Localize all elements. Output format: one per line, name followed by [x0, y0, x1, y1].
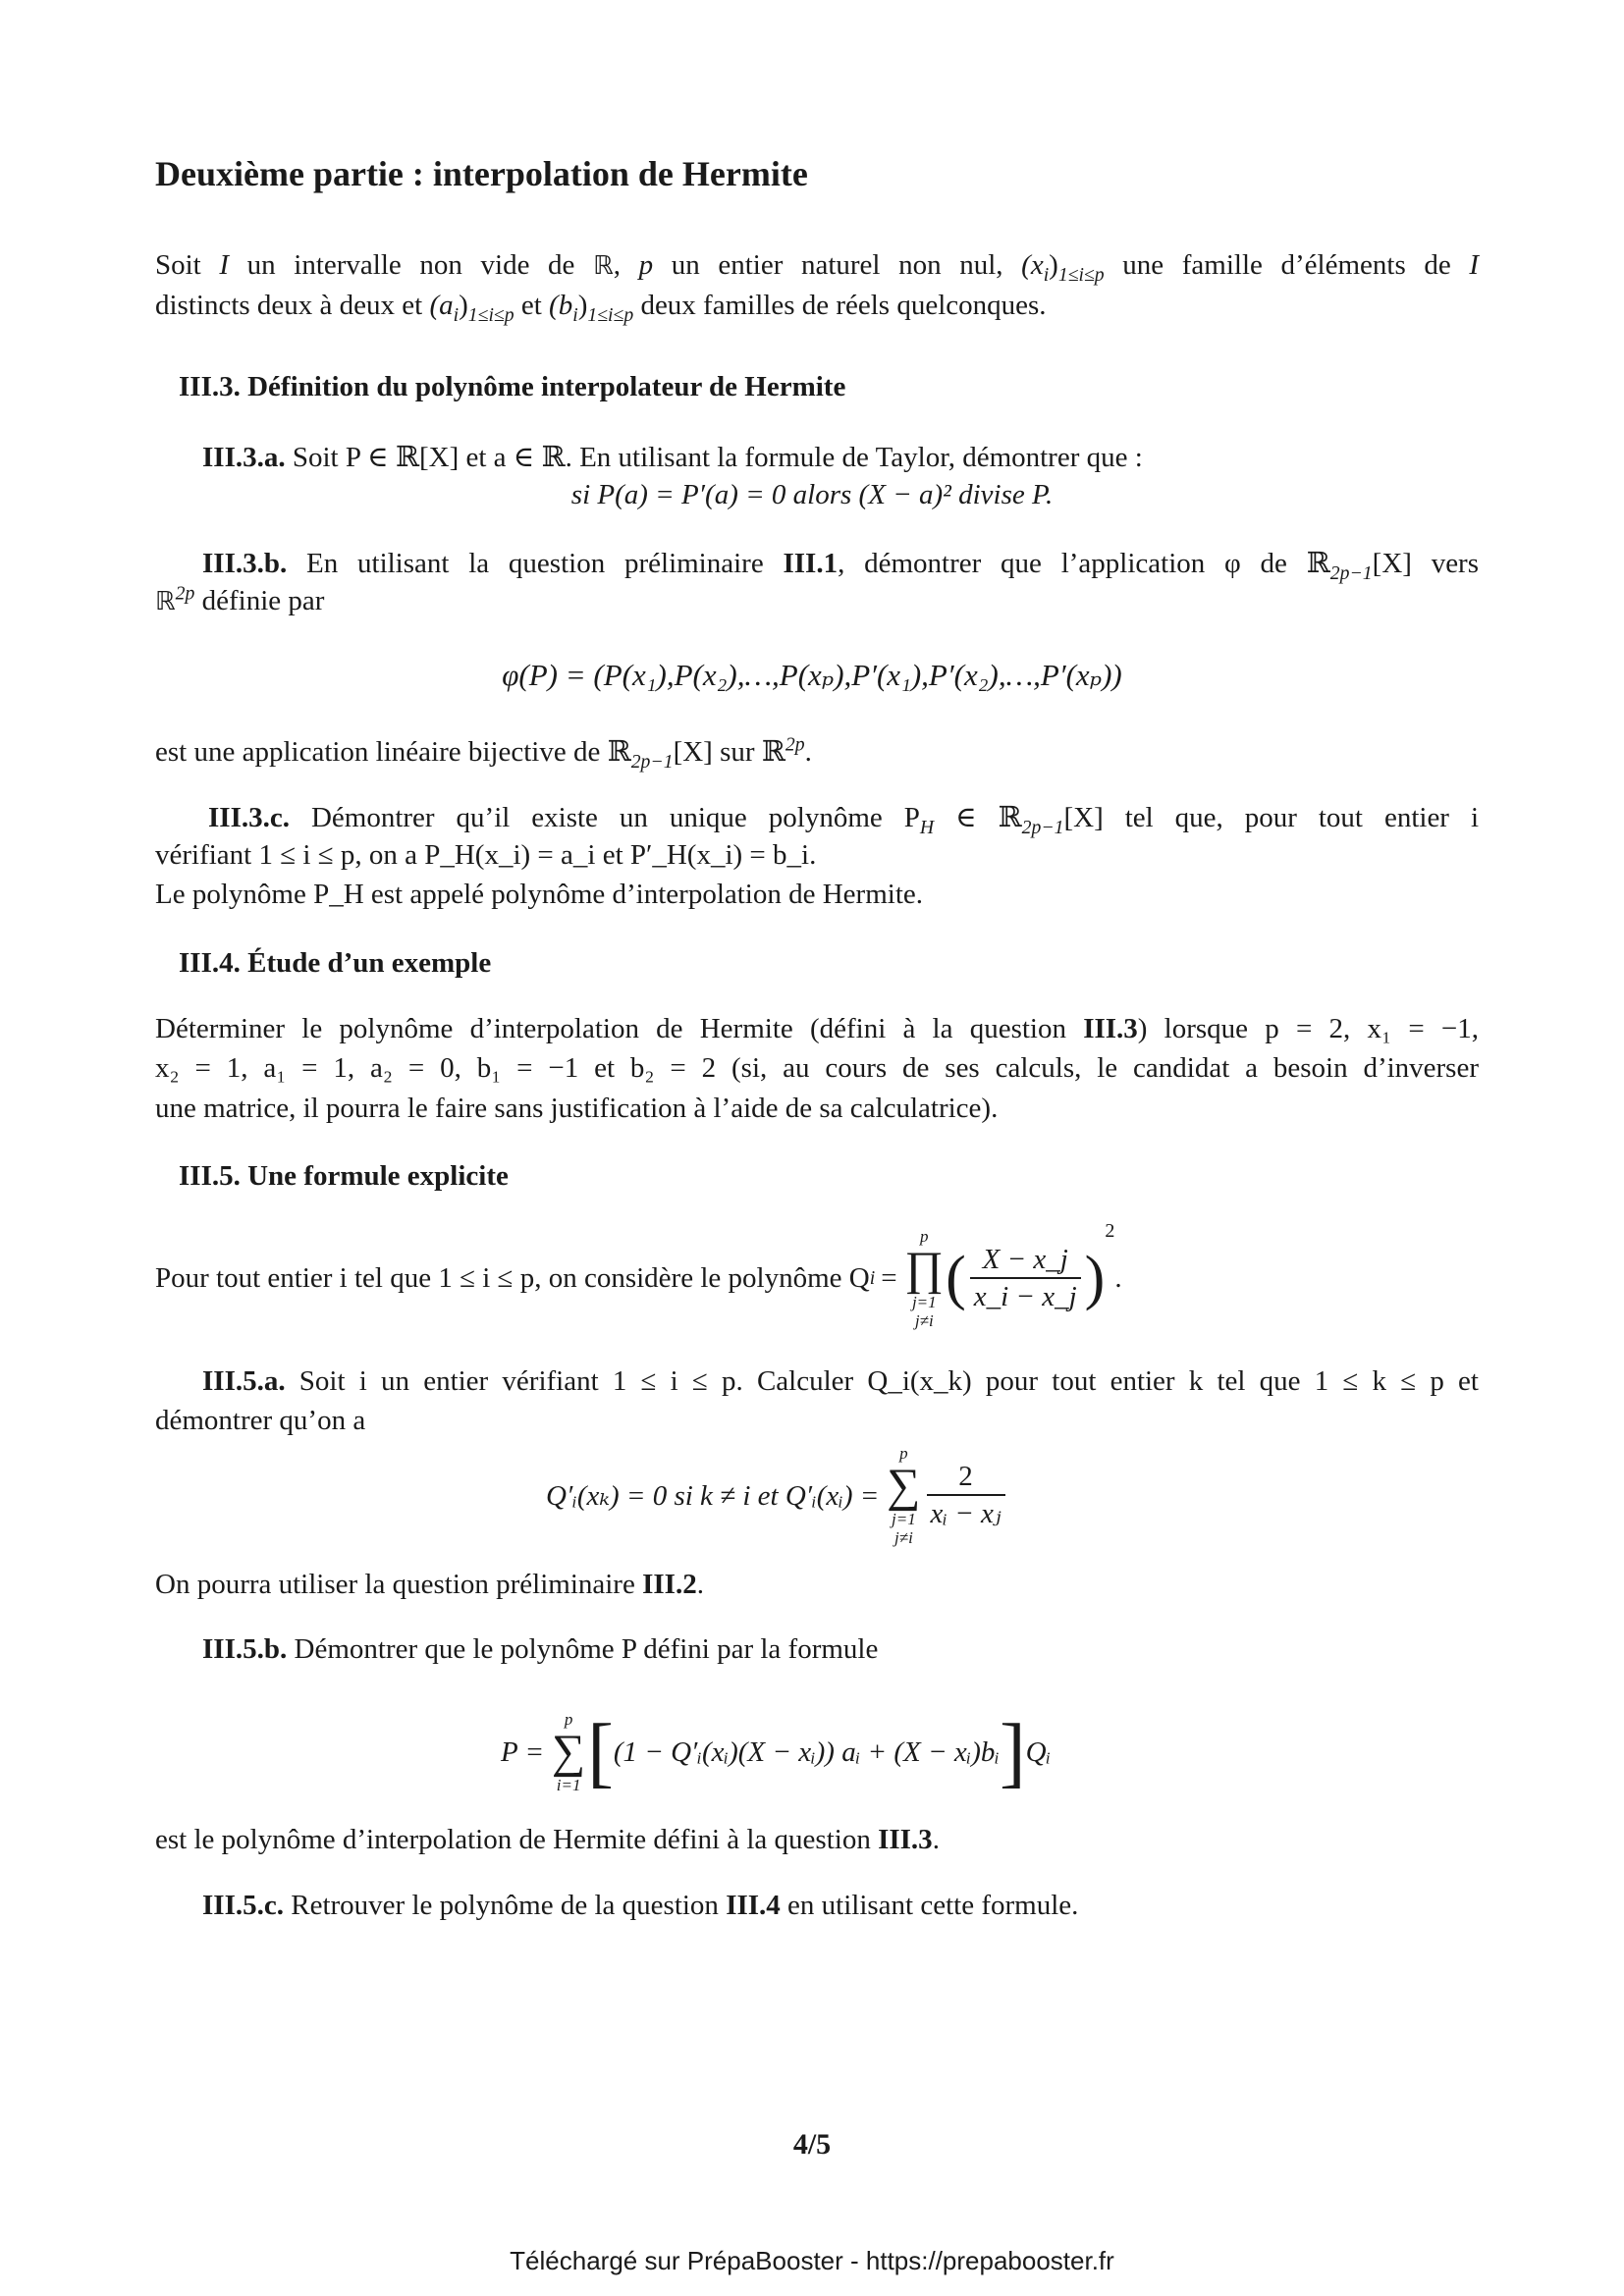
math-sub: 2p−1 [630, 750, 674, 773]
sum-symbol: ∑ [552, 1726, 586, 1778]
question-text: Soit i un entier vérifiant 1 ≤ i ≤ p. Calculer Q_i(x_k) pour tout entier k tel que 1 ≤ k ≤ p et [285, 1365, 1479, 1397]
formula-III-3-a [0, 479, 1624, 511]
question-III-3-c [208, 800, 1479, 838]
fraction-denominator: xᵢ − xⱼ [930, 1498, 1001, 1529]
reals-symbol: ℝ [155, 587, 176, 616]
text: Retrouver le polynôme de la question [283, 1890, 727, 1921]
question-text: Démontrer que le polynôme P défini par la formule [287, 1633, 879, 1665]
right-bracket: ] [1000, 1708, 1026, 1795]
question-label: III.3.a. [202, 442, 286, 473]
math-paren: ) [577, 290, 588, 321]
text: . [696, 1569, 704, 1600]
section-heading-III-4: III.4. Étude d’un exemple [179, 947, 492, 979]
III-4-line-1 [155, 1013, 1479, 1045]
math-I: I [219, 249, 230, 281]
text: distincts deux à deux et [155, 290, 430, 321]
math-sup: 2p [175, 582, 195, 605]
question-label: III.5.a. [202, 1365, 286, 1397]
question-III-5-c [202, 1890, 1078, 1922]
math-range: 1≤i≤p [467, 303, 514, 326]
text: Déterminer le polynôme d’interpolation de Hermite (défini à la question [155, 1013, 1084, 1044]
product-upper: p [920, 1226, 929, 1246]
left-paren: ( [946, 1244, 966, 1311]
section-heading-III-3: III.3. Définition du polynôme interpolateur de Hermite [179, 371, 846, 402]
question-ref: III.2 [642, 1569, 697, 1600]
fraction [970, 1242, 1081, 1314]
question-label: III.5.b. [202, 1633, 288, 1665]
math-body: (1 − Q′ᵢ(xᵢ)(X − xᵢ)) aᵢ + (X − xᵢ)bᵢ [613, 1735, 1001, 1768]
text: [X] vers [1372, 548, 1480, 579]
product-symbol: ∏ [904, 1242, 945, 1295]
math-sup: 2p [785, 733, 805, 756]
math-sub: i [572, 303, 578, 326]
question-III-5-b [202, 1633, 878, 1666]
math-formula: si P(a) = P′(a) = 0 alors (X − a)² divise P. [570, 479, 1054, 510]
product-lower-cond: j≠i [914, 1310, 934, 1330]
math-tail: Qᵢ [1025, 1735, 1052, 1768]
sum-lower: j=1 [892, 1509, 916, 1528]
sum-upper: p [899, 1443, 908, 1463]
question-ref: III.1 [783, 548, 839, 579]
page-number: 4/5 [792, 2128, 832, 2161]
text: [X] tel que, pour tout entier i [1063, 802, 1479, 833]
text: un intervalle non vide de [229, 249, 594, 281]
text: , [613, 249, 639, 281]
III-5-a-note [155, 1569, 704, 1601]
fraction-numerator: 2 [927, 1459, 1005, 1496]
fraction-denominator: x_i − x_j [973, 1281, 1077, 1312]
sum-lower-cond: j≠i [894, 1527, 913, 1547]
math-paren: ) [459, 290, 468, 321]
math-p: p [638, 249, 654, 281]
left-bracket: [ [587, 1708, 614, 1795]
text: deux familles de réels quelconques. [633, 290, 1047, 321]
question-III-5-a-line2: démontrer qu’on a [155, 1405, 366, 1436]
text: ∈ ℝ [934, 802, 1022, 833]
math-family-x: (x [1021, 249, 1044, 281]
sum-upper: p [564, 1710, 573, 1729]
question-III-3-a [202, 440, 1143, 474]
text: Soit [155, 249, 220, 281]
product-lower: j=1 [911, 1292, 937, 1311]
text: définie par [194, 585, 325, 616]
question-label: III.3.b. [202, 548, 288, 579]
text: On pourra utiliser la question préliminaire [155, 1569, 643, 1600]
question-III-5-a [202, 1365, 1479, 1398]
math-sub: i [453, 303, 460, 326]
sum-symbol: ∑ [887, 1459, 921, 1512]
math-family-b: (b [549, 290, 573, 321]
III-4-line-2: x₂ = 1, a₁ = 1, a₂ = 0, b₁ = −1 et b₂ = 2 (si, au cours de ses calculs, le candidat a besoin d’inverser [155, 1052, 1479, 1084]
sum-operator [552, 1710, 585, 1794]
question-ref: III.3 [1083, 1013, 1138, 1044]
question-III-3-b-line2 [155, 582, 325, 617]
question-III-3-b [202, 546, 1480, 584]
equals: = [881, 1261, 897, 1294]
intro-line-1 [155, 249, 1480, 286]
math-range: 1≤i≤p [1057, 263, 1105, 286]
math-range: 1≤i≤p [587, 303, 634, 326]
text: Démontrer qu’il existe un unique polynôme P [289, 802, 920, 833]
math-sub: i [869, 1267, 876, 1289]
question-ref: III.3 [878, 1824, 933, 1855]
sum-lower: i=1 [556, 1776, 581, 1794]
Q-definition: Pour tout entier i tel que 1 ≤ i ≤ p, on considère le polynôme Q i = p ∏ j=1 j≠i ( $\frac{X - x\_j}{x\_i - x\_j}$ ) 2 . [155, 1220, 1122, 1330]
conclusion-III-3-b [155, 733, 812, 773]
question-text: Soit P ∈ ℝ[X] et a ∈ ℝ. En utilisant la formule de Taylor, démontrer que : [285, 442, 1143, 473]
math-family-a: (a [429, 290, 454, 321]
math-formula: φ(P) = (P(x₁),P(x₂),…,P(xₚ),P′(x₁),P′(x₂),…,P′(xₚ)) [502, 658, 1122, 692]
text: ) lorsque p = 2, x₁ = −1, [1137, 1013, 1479, 1044]
page-title: Deuxième partie : interpolation de Hermite [155, 154, 808, 193]
intro-line-2 [155, 290, 1047, 326]
question-III-3-c-line2: vérifiant 1 ≤ i ≤ p, on a P_H(x_i) = a_i et P′_H(x_i) = b_i. [155, 839, 817, 871]
product-operator [905, 1227, 945, 1330]
text: est une application linéaire bijective de ℝ [155, 736, 631, 768]
question-ref: III.4 [726, 1890, 781, 1921]
text: un entier naturel non nul, [653, 249, 1022, 281]
conclusion-III-5-b [155, 1824, 940, 1856]
text: [X] sur ℝ [673, 736, 785, 768]
question-label: III.5.c. [202, 1890, 284, 1921]
text: . [932, 1824, 940, 1855]
math-sub: H [919, 816, 935, 838]
formula-Q-prime [546, 1441, 1009, 1549]
math-I: I [1469, 249, 1480, 281]
right-paren: ) [1084, 1244, 1106, 1311]
text: En utilisant la question préliminaire [287, 548, 784, 579]
sum-operator [887, 1444, 920, 1547]
text: une famille d’éléments de [1104, 249, 1470, 281]
text: Pour tout entier i tel que 1 ≤ i ≤ p, on considère le polynôme Q [155, 1261, 870, 1294]
math-formula: Q′ᵢ(xₖ) = 0 si k ≠ i et Q′ᵢ(xᵢ) = [546, 1479, 880, 1512]
math-sub: 2p−1 [1329, 561, 1373, 584]
section-heading-III-5: III.5. Une formule explicite [179, 1160, 509, 1192]
period: . [1114, 1261, 1122, 1294]
reals-symbol: ℝ [593, 251, 614, 281]
III-4-line-3: une matrice, il pourra le faire sans justification à l’aide de sa calculatrice). [155, 1093, 999, 1124]
fraction [927, 1459, 1005, 1531]
formula-P [501, 1698, 1051, 1806]
question-label: III.3.c. [208, 802, 290, 833]
question-III-3-c-line3: Le polynôme P_H est appelé polynôme d’interpolation de Hermite. [155, 879, 923, 910]
math-lhs: P = [501, 1735, 545, 1768]
download-footer: Téléchargé sur PrépaBooster - https://prepabooster.fr [510, 2246, 1114, 2275]
text: est le polynôme d’interpolation de Hermite défini à la question [155, 1824, 879, 1855]
text: en utilisant cette formule. [780, 1890, 1079, 1921]
math-sub: 2p−1 [1021, 816, 1064, 838]
fraction-numerator: X − x_j [970, 1242, 1081, 1279]
math-paren: ) [1049, 249, 1058, 281]
text: , démontrer que l’application φ de ℝ [838, 548, 1330, 579]
text: . [804, 736, 812, 768]
formula-phi [0, 658, 1624, 693]
math-sub: i [1043, 263, 1050, 286]
text: et [514, 290, 550, 321]
